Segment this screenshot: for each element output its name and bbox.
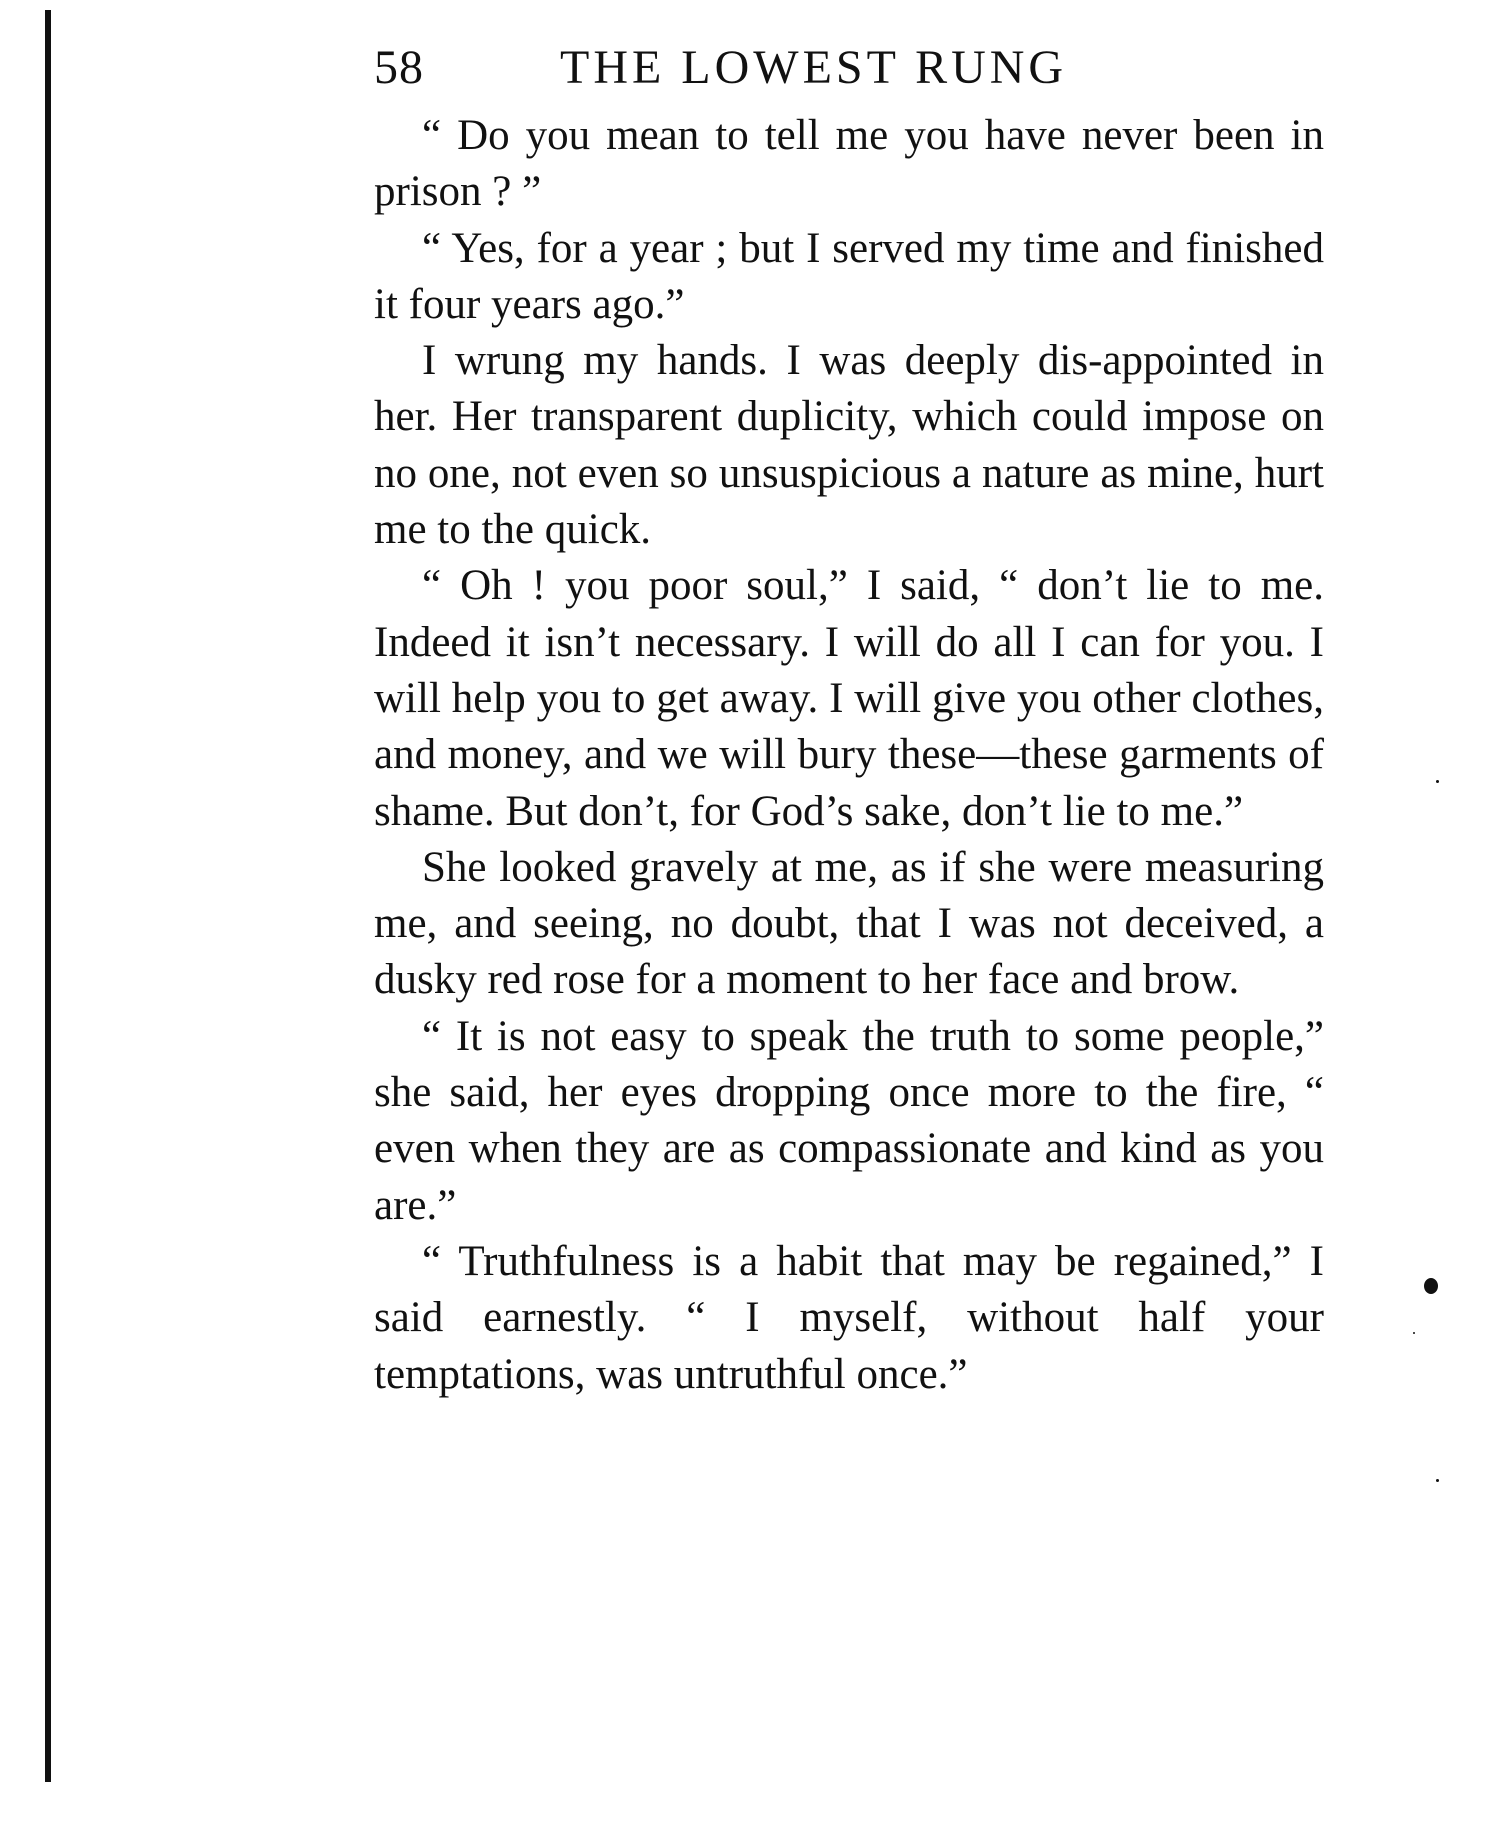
ink-speck <box>1436 780 1439 783</box>
body-text <box>374 108 1324 1403</box>
ink-speck <box>1413 1332 1415 1334</box>
page-header <box>374 28 1324 108</box>
paragraph-1: “ Do you mean to tell me you have never been in prison ? ” <box>374 112 1324 216</box>
page-number: 58 <box>374 41 424 94</box>
book-page <box>374 28 1324 1403</box>
paragraph-7: “ Truthfulness is a habit that may be regained,” I said earnestly. “ I myself, without half your temptations, was untruthful once.” <box>374 1237 1324 1398</box>
ink-speck <box>1424 1278 1438 1294</box>
paragraph-4: “ Oh ! you poor soul,” I said, “ don’t lie to me. Indeed it isn’t necessary. I will do all I can for you. I will help you to get away. I will give you other clothes, and money, and we will bury these—these garments of shame. But don’t, for God’s sake, don’t lie to me.” <box>374 562 1324 835</box>
paragraph-3: I wrung my hands. I was deeply dis-appointed in her. Her transparent duplicity, which could impose on no one, not even so unsuspicious a nature as mine, hurt me to the quick. <box>374 337 1324 554</box>
paragraph-5: She looked gravely at me, as if she were measuring me, and seeing, no doubt, that I was not deceived, a dusky red rose for a moment to her face and brow. <box>374 843 1324 1004</box>
paragraph-6: “ It is not easy to speak the truth to some people,” she said, her eyes dropping once more to the fire, “ even when they are as compassionate and kind as you are.” <box>374 1012 1324 1229</box>
ink-speck <box>1436 1479 1439 1482</box>
paragraph-2: “ Yes, for a year ; but I served my time and finished it four years ago.” <box>374 224 1324 328</box>
page-binding-line <box>45 10 51 1782</box>
running-title: THE LOWEST RUNG <box>560 41 1068 94</box>
